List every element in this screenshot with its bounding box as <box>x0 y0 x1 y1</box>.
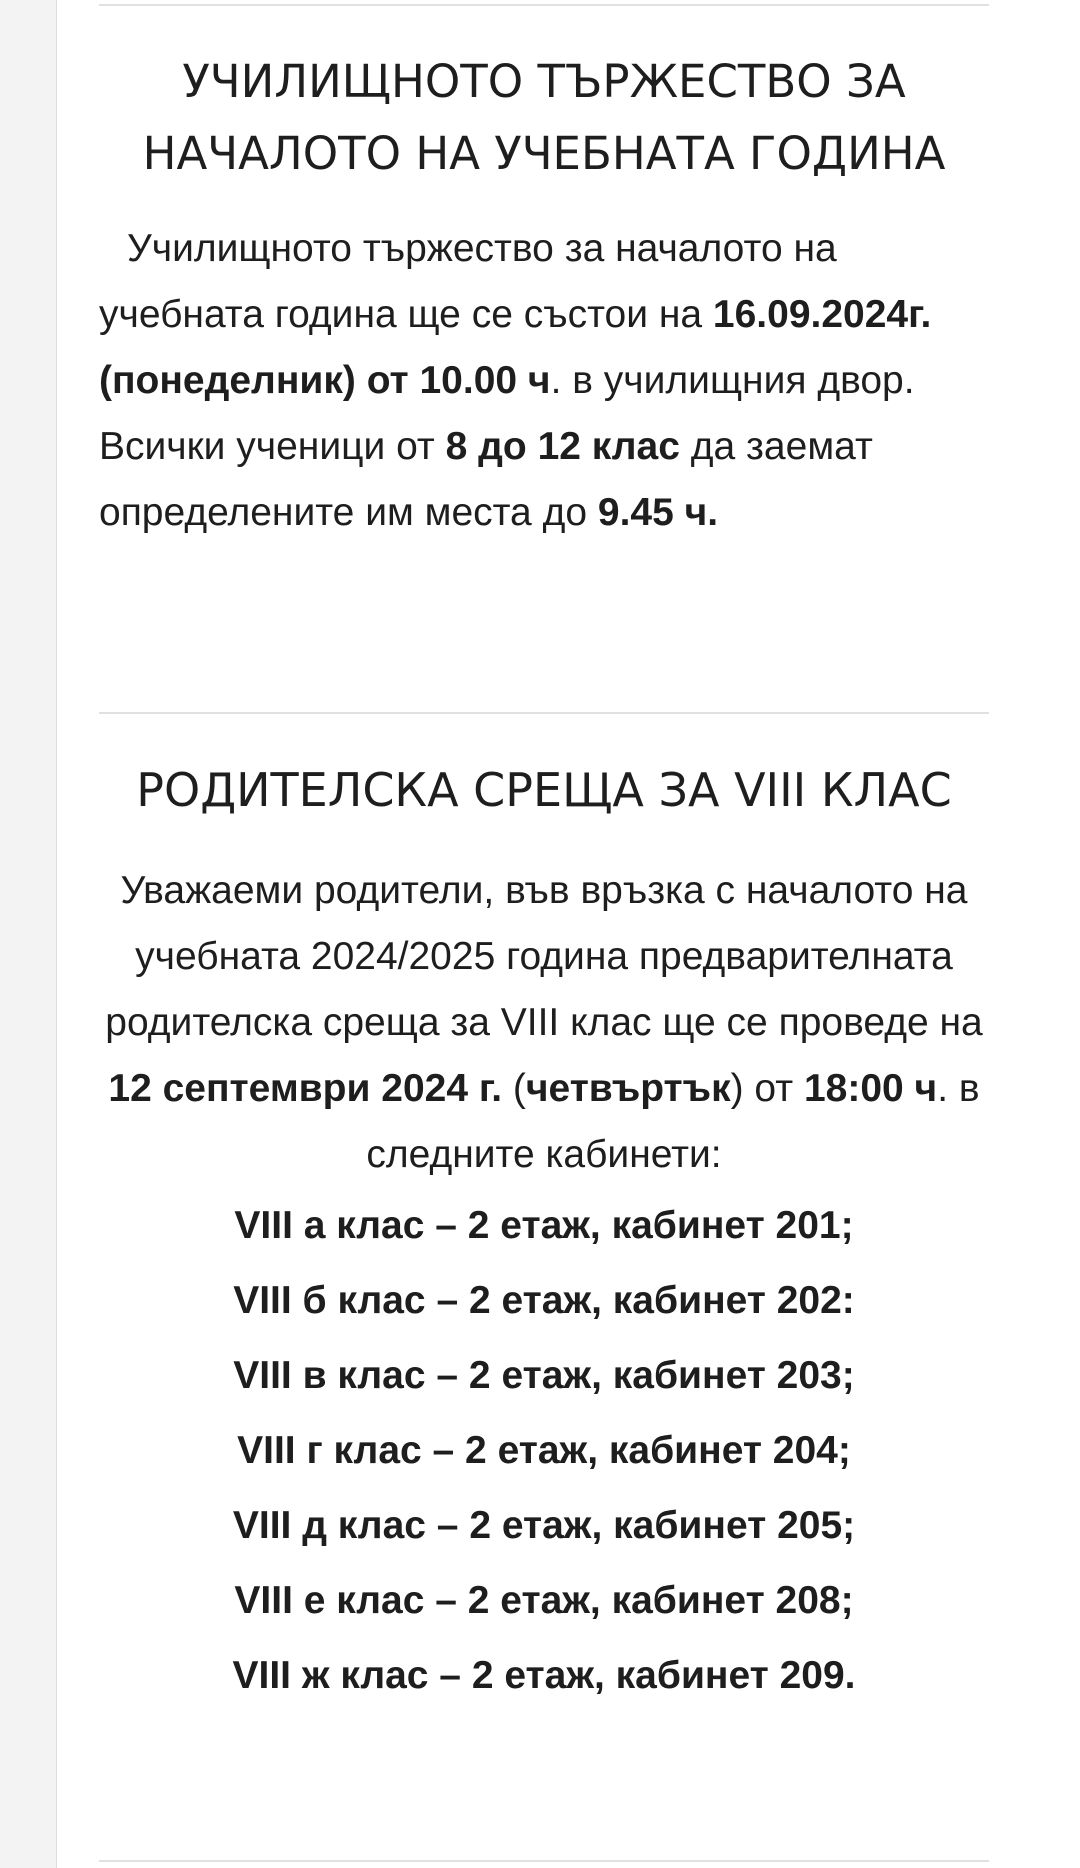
post-body <box>99 858 989 1188</box>
list-item: VIII ж клас – 2 етаж, кабинет 209. <box>232 1654 856 1697</box>
post-title[interactable] <box>99 46 989 190</box>
body-intro: Уважаеми родители, във връзка с началото на учебната 2024/2025 година предварителната родителска среща за VIII клас ще се проведе на <box>105 869 983 1044</box>
body-intro: Училищното тържество за началото на учебната година ще се състои на <box>99 227 837 336</box>
news-post-school-ceremony <box>99 4 989 546</box>
post-body <box>99 216 989 546</box>
page-content <box>56 0 1080 1868</box>
event-date: 16.09.2024г. (понеделник) от 10.00 ч <box>99 293 932 402</box>
post-title[interactable]: РОДИТЕЛСКА СРЕЩА ЗА VIII КЛАС <box>136 763 952 817</box>
post-divider <box>99 4 989 6</box>
list-item: VIII е клас – 2 етаж, кабинет 208; <box>234 1579 854 1622</box>
post-title-line-1[interactable]: УЧИЛИЩНОТО ТЪРЖЕСТВО ЗА <box>182 55 906 108</box>
post-divider <box>99 712 989 714</box>
list-item: VIII в клас – 2 етаж, кабинет 203; <box>233 1354 855 1397</box>
list-item: VIII а клас – 2 етаж, кабинет 201; <box>234 1204 854 1247</box>
body-mid: . в училищния двор. Всички ученици от <box>99 359 915 468</box>
arrival-time: 9.45 ч. <box>597 491 719 534</box>
classroom-list <box>99 1188 989 1713</box>
meeting-day: четвъртък <box>525 1067 731 1110</box>
body-mid: ) от <box>730 1067 804 1110</box>
list-item: VIII д клас – 2 етаж, кабинет 205; <box>232 1504 856 1547</box>
meeting-time: 18:00 ч <box>803 1067 938 1110</box>
post-title-line-2[interactable]: НАЧАЛОТО НА УЧЕБНАТА ГОДИНА <box>142 127 946 180</box>
post-divider <box>99 1860 989 1862</box>
news-post-parent-meeting <box>99 712 989 1713</box>
list-item: VIII г клас – 2 етаж, кабинет 204; <box>237 1429 851 1472</box>
body-end: да заемат определените им места до <box>99 425 873 534</box>
event-classes: 8 до 12 клас <box>445 425 680 468</box>
body-end: . в следните кабинети: <box>366 1067 980 1176</box>
list-item: VIII б клас – 2 етаж, кабинет 202: <box>233 1279 855 1322</box>
body-paren-open: ( <box>502 1067 526 1110</box>
meeting-date: 12 септември 2024 г. <box>108 1067 503 1110</box>
